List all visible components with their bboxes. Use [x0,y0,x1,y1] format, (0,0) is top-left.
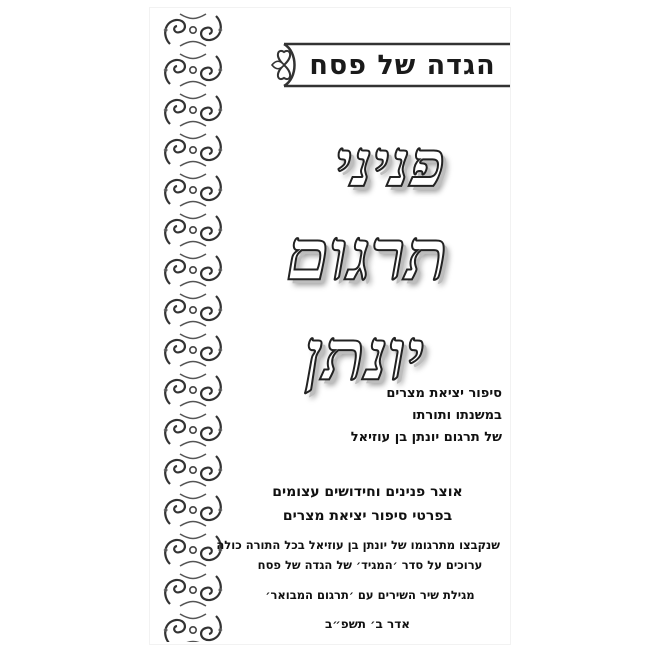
description-line-1: אוצר פנינים וחידושים עצומים [272,484,463,500]
subtitle-line-1: סיפור יציאת מצרים [386,386,502,401]
description-line-5: מגילת שיר השירים עם ׳תרגום המבואר׳ [265,588,475,602]
subtitle-line-3: של תרגום יונתן בן עוזיאל [350,430,502,445]
description-line-4: ערוכים על סדר ׳המגיד׳ של הגדה של פסח [257,558,483,572]
title-line-3: יונתן [304,313,425,396]
publication-date: אדר ב׳ תשפ״ב [324,617,411,631]
title-line-2: תרגום [286,213,448,296]
subtitle-line-2: במשנתו ותורתו [412,408,502,423]
title-line-1: פניני [335,127,445,202]
description-line-2: בפרטי סיפור יציאת מצרים [282,508,453,524]
description-line-3: שנקבצו מתרגומו של יונתן בן עוזיאל בכל התורה כולה [216,538,500,552]
banner-title: הגדה של פסח [309,50,496,81]
